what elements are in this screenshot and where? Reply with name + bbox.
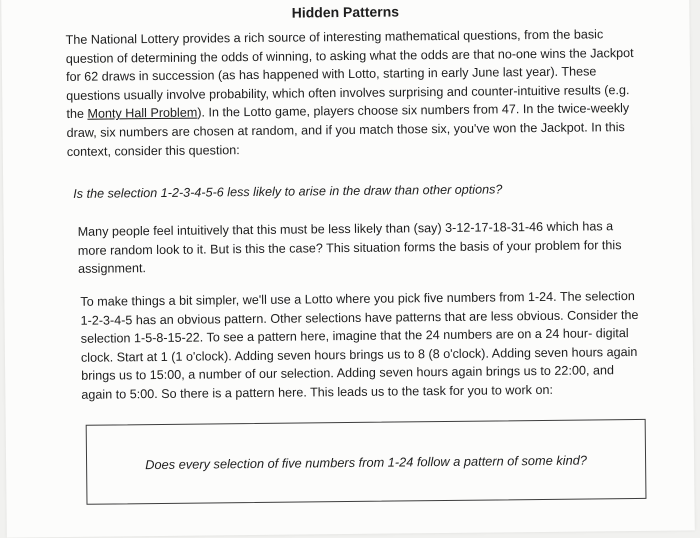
task-box	[86, 419, 647, 505]
clock-pattern-paragraph: To make things a bit simpler, we'll use a Lotto where you pick five numbers from 1-24. The selection 1-2-3-4-5 has an obvious pattern. Other selections have patterns that are less obvious. Consider the selection 1-5-8-15-22. To see a pattern here, imagine that the 24 numbers are on a 24 hour- digital clock. Start at 1 (1 o'clock). Adding seven hours brings us to 8 (8 o'clock). Adding seven hours again brings us to 15:00, a number of our selection. Adding seven hours again brings us to 22:00, and again to 5:00. So there is a pattern here. This leads us to the task for you to work on:	[80, 288, 639, 402]
intro-paragraph	[66, 25, 635, 161]
intro-text-end: ). In the Lotto game, players choose six numbers from 47. In the twice-weekly draw, six numbers are chosen at random, and if you match those six, you've won the Jackpot. In this context, consider this question:	[66, 101, 630, 159]
question-paragraph: Is the selection 1-2-3-4-5-6 less likely to arise in the draw than other options?	[73, 182, 503, 201]
document-page	[1, 0, 695, 538]
task-text: Does every selection of five numbers from 1-24 follow a pattern of some kind?	[145, 452, 587, 472]
intuition-paragraph: Many people feel intuitively that this must be less likely than (say) 3-12-17-18-31-46 which has a more random look to it. But is this the case? This situation forms the basis of your problem for this assignment.	[77, 219, 622, 277]
intro-text-start: The National Lottery provides a rich source of interesting mathematical questions, from the basic question of determining the odds of winning, to asking what the odds are that no-one wins the Jackpot for 62 draws in succession (as has happened with Lotto, starting in early June last year). These questions usually involve probability, which often involves surprising and counter-intuitive results (e.g. the	[65, 27, 634, 122]
monty-hall-link[interactable]: Monty Hall Problem	[87, 105, 198, 122]
page-title: Hidden Patterns	[291, 3, 400, 21]
